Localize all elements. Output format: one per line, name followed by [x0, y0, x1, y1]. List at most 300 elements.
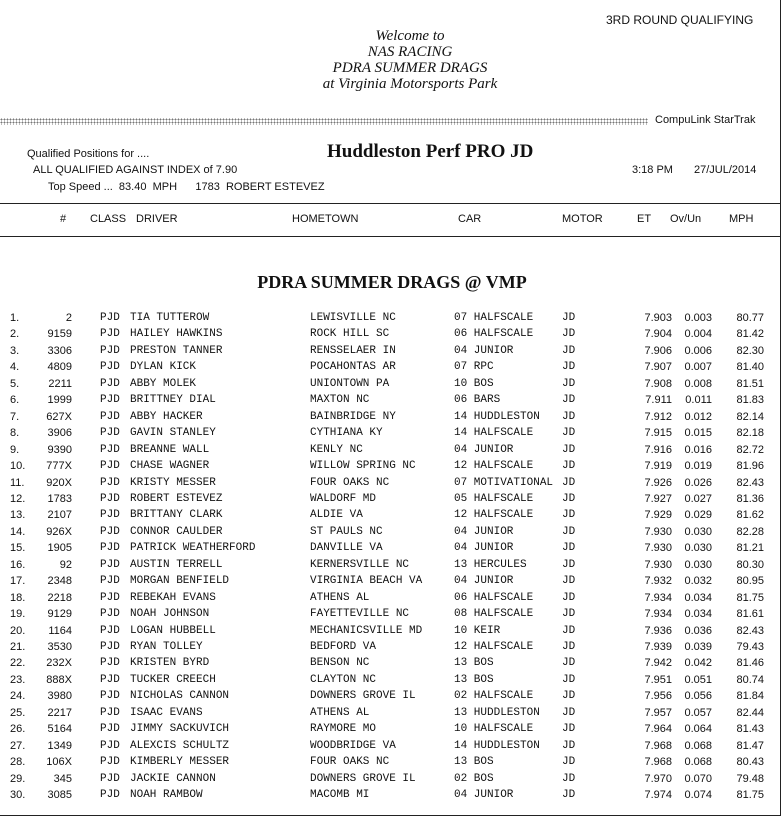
- cell-hometown: RENSSELAER IN: [310, 344, 396, 357]
- cell-ovun: 0.074: [684, 789, 712, 802]
- cell-ovun: 0.057: [684, 706, 712, 719]
- cell-et: 7.930: [644, 525, 672, 538]
- cell-class: PJD: [100, 641, 120, 653]
- cell-position: 15.: [10, 542, 26, 555]
- cell-class: PJD: [100, 427, 120, 440]
- table-row: [0, 460, 784, 476]
- cell-position: 26.: [10, 723, 26, 736]
- cell-car-number: 3980: [47, 690, 72, 703]
- cell-driver: ROBERT ESTEVEZ: [130, 492, 223, 505]
- welcome-line: Welcome to: [375, 28, 445, 44]
- cell-et: 7.930: [644, 558, 672, 571]
- cell-hometown: POCAHONTAS AR: [310, 361, 396, 374]
- cell-car: 06 HALFSCALE: [454, 591, 534, 604]
- cell-ovun: 0.064: [684, 723, 712, 736]
- table-row: [0, 493, 784, 509]
- table-row: [0, 657, 784, 673]
- welcome-line: at Virginia Motorsports Park: [322, 76, 498, 92]
- cell-et: 7.904: [644, 328, 672, 341]
- cell-class: PJD: [100, 723, 120, 736]
- cell-driver: BRITTANY CLARK: [130, 509, 223, 522]
- cell-position: 5.: [10, 377, 20, 390]
- cell-driver: KIMBERLY MESSER: [130, 756, 230, 769]
- table-row: [0, 427, 784, 443]
- table-row: [0, 773, 784, 789]
- cell-hometown: CLAYTON NC: [310, 673, 377, 686]
- cell-position: 20.: [10, 624, 26, 637]
- cell-et: 7.934: [644, 608, 672, 621]
- table-row: [0, 608, 784, 624]
- cell-motor: JD: [562, 427, 576, 440]
- cell-driver: ISAAC EVANS: [130, 706, 203, 719]
- cell-hometown: BAINBRIDGE NY: [310, 410, 396, 423]
- cell-position: 7.: [10, 410, 20, 423]
- cell-mph: 81.21: [736, 542, 764, 555]
- cell-mph: 81.96: [736, 460, 764, 473]
- cell-mph: 80.74: [736, 673, 764, 686]
- cell-driver: KRISTY MESSER: [130, 476, 216, 489]
- welcome-line: NAS RACING: [367, 44, 453, 60]
- cell-car-number: 920X: [46, 476, 72, 489]
- table-row: [0, 641, 784, 657]
- cell-ovun: 0.016: [684, 443, 712, 456]
- cell-car: 07 HALFSCALE: [454, 312, 534, 324]
- cell-mph: 82.28: [736, 525, 764, 538]
- cell-car-number: 9390: [47, 443, 72, 456]
- cell-motor: JD: [562, 706, 576, 719]
- cell-car: 04 JUNIOR: [454, 542, 514, 555]
- cell-car: 05 HALFSCALE: [454, 492, 534, 505]
- cell-mph: 80.43: [736, 756, 764, 769]
- cell-mph: 81.83: [736, 394, 764, 407]
- class-title: Huddleston Perf PRO JD: [327, 141, 534, 162]
- cell-ovun: 0.070: [684, 772, 712, 785]
- cell-position: 11.: [10, 476, 25, 489]
- cell-driver: RYAN TOLLEY: [130, 641, 203, 653]
- cell-hometown: DANVILLE VA: [310, 542, 383, 555]
- cell-driver: DYLAN KICK: [130, 361, 197, 374]
- cell-mph: 82.72: [736, 443, 764, 456]
- cell-class: PJD: [100, 772, 120, 785]
- cell-et: 7.936: [644, 624, 672, 637]
- cell-ovun: 0.027: [684, 492, 712, 505]
- cell-motor: JD: [562, 756, 576, 769]
- cell-hometown: DOWNERS GROVE IL: [310, 772, 416, 785]
- cell-position: 18.: [10, 591, 26, 604]
- cell-class: PJD: [100, 789, 120, 802]
- cell-hometown: KERNERSVILLE NC: [310, 558, 410, 571]
- cell-mph: 81.36: [736, 492, 764, 505]
- col-ovun: Ov/Un: [670, 213, 702, 225]
- cell-motor: JD: [562, 476, 576, 489]
- cell-mph: 81.62: [736, 509, 764, 522]
- cell-class: PJD: [100, 558, 120, 571]
- cell-et: 7.915: [644, 427, 672, 440]
- cell-position: 1.: [10, 312, 20, 324]
- cell-hometown: ROCK HILL SC: [310, 328, 390, 341]
- cell-et: 7.974: [644, 789, 672, 802]
- cell-hometown: ALDIE VA: [310, 509, 363, 522]
- cell-ovun: 0.011: [685, 394, 712, 407]
- cell-driver: CONNOR CAULDER: [130, 525, 223, 538]
- table-row: [0, 444, 784, 460]
- table-row: [0, 723, 784, 739]
- cell-et: 7.968: [644, 739, 672, 752]
- cell-class: PJD: [100, 525, 120, 538]
- col-num: #: [60, 213, 67, 225]
- cell-motor: JD: [562, 542, 576, 555]
- cell-ovun: 0.006: [684, 344, 712, 357]
- cell-hometown: MAXTON NC: [310, 394, 370, 407]
- cell-car: 13 HUDDLESTON: [454, 706, 540, 719]
- event-title: PDRA SUMMER DRAGS @ VMP: [257, 272, 527, 292]
- cell-class: PJD: [100, 344, 120, 357]
- cell-hometown: DOWNERS GROVE IL: [310, 690, 416, 703]
- cell-car-number: 1164: [48, 624, 72, 637]
- cell-car-number: 345: [53, 772, 72, 785]
- cell-car: 14 HALFSCALE: [454, 427, 534, 440]
- cell-car: 13 BOS: [454, 673, 494, 686]
- cell-car-number: 232X: [46, 657, 72, 670]
- cell-driver: NICHOLAS CANNON: [130, 690, 230, 703]
- table-row: [0, 477, 784, 493]
- cell-driver: TUCKER CREECH: [130, 673, 216, 686]
- cell-motor: JD: [562, 344, 576, 357]
- cell-mph: 82.30: [736, 344, 764, 357]
- cell-position: 14.: [10, 525, 26, 538]
- cell-hometown: CYTHIANA KY: [310, 427, 383, 440]
- cell-car: 04 JUNIOR: [454, 789, 514, 802]
- cell-position: 28.: [10, 756, 26, 769]
- cell-hometown: LEWISVILLE NC: [310, 312, 396, 324]
- cell-ovun: 0.026: [684, 476, 712, 489]
- cell-position: 27.: [10, 739, 26, 752]
- cell-hometown: BENSON NC: [310, 657, 370, 670]
- cell-hometown: BEDFORD VA: [310, 641, 377, 653]
- cell-car: 06 BARS: [454, 394, 501, 407]
- cell-et: 7.929: [644, 509, 672, 522]
- cell-mph: 81.40: [736, 361, 764, 374]
- cell-mph: 82.14: [736, 410, 764, 423]
- cell-ovun: 0.051: [684, 673, 712, 686]
- cell-ovun: 0.012: [684, 410, 712, 423]
- cell-car: 04 JUNIOR: [454, 525, 514, 538]
- table-row: [0, 559, 784, 575]
- cell-driver: PATRICK WEATHERFORD: [130, 542, 256, 555]
- cell-et: 7.951: [644, 673, 672, 686]
- cell-et: 7.911: [645, 394, 672, 407]
- cell-et: 7.968: [644, 756, 672, 769]
- cell-car-number: 9129: [47, 608, 72, 621]
- cell-ovun: 0.068: [684, 756, 712, 769]
- cell-motor: JD: [562, 673, 576, 686]
- cell-motor: JD: [562, 641, 576, 653]
- brand-label: CompuLink StarTrak: [655, 114, 756, 126]
- cell-car-number: 4809: [47, 361, 72, 374]
- cell-position: 12.: [10, 492, 26, 505]
- cell-car: 02 HALFSCALE: [454, 690, 534, 703]
- cell-class: PJD: [100, 328, 120, 341]
- cell-position: 13.: [10, 509, 26, 522]
- cell-mph: 80.77: [736, 312, 764, 324]
- cell-hometown: RAYMORE MO: [310, 723, 377, 736]
- cell-hometown: FAYETTEVILLE NC: [310, 608, 410, 621]
- cell-mph: 81.84: [736, 690, 764, 703]
- table-row: [0, 690, 784, 706]
- table-row: [0, 345, 784, 361]
- cell-driver: TIA TUTTEROW: [130, 312, 210, 324]
- header-rule-bottom: [0, 236, 781, 237]
- table-row: [0, 756, 784, 772]
- table-row: [0, 312, 784, 328]
- cell-car: 14 HUDDLESTON: [454, 410, 540, 423]
- cell-mph: 80.95: [736, 575, 764, 588]
- cell-position: 24.: [10, 690, 26, 703]
- cell-driver: KRISTEN BYRD: [130, 657, 210, 670]
- cell-class: PJD: [100, 312, 120, 324]
- cell-motor: JD: [562, 525, 576, 538]
- cell-car-number: 3906: [47, 427, 72, 440]
- table-row: [0, 789, 784, 805]
- cell-car: 13 BOS: [454, 756, 494, 769]
- cell-car: 06 HALFSCALE: [454, 328, 534, 341]
- cell-motor: JD: [562, 624, 576, 637]
- cell-driver: BRITTNEY DIAL: [130, 394, 216, 407]
- cell-class: PJD: [100, 410, 120, 423]
- cell-driver: NOAH RAMBOW: [130, 789, 203, 802]
- col-mph: MPH: [729, 213, 754, 225]
- cell-hometown: VIRGINIA BEACH VA: [310, 575, 423, 588]
- cell-position: 8.: [10, 427, 20, 440]
- cell-mph: 82.44: [736, 706, 764, 719]
- cell-mph: 82.43: [736, 624, 764, 637]
- cell-class: PJD: [100, 361, 120, 374]
- table-row: [0, 394, 784, 410]
- col-hometown: HOMETOWN: [292, 213, 359, 225]
- cell-motor: JD: [562, 509, 576, 522]
- cell-car-number: 627X: [46, 410, 72, 423]
- cell-car-number: 106X: [46, 756, 72, 769]
- cell-position: 19.: [10, 608, 26, 621]
- table-row: [0, 378, 784, 394]
- cell-motor: JD: [562, 558, 576, 571]
- cell-car-number: 5164: [47, 723, 72, 736]
- table-row: [0, 328, 784, 344]
- cell-car: 13 HERCULES: [454, 558, 527, 571]
- cell-ovun: 0.030: [684, 558, 712, 571]
- table-row: [0, 526, 784, 542]
- cell-hometown: WILLOW SPRING NC: [310, 460, 416, 473]
- cell-driver: LOGAN HUBBELL: [130, 624, 216, 637]
- cell-car-number: 3306: [47, 344, 72, 357]
- cell-ovun: 0.007: [684, 361, 712, 374]
- cell-mph: 79.43: [736, 641, 764, 653]
- cell-ovun: 0.029: [684, 509, 712, 522]
- cell-mph: 81.61: [736, 608, 764, 621]
- cell-car-number: 2211: [48, 377, 72, 390]
- cell-class: PJD: [100, 706, 120, 719]
- top-speed-line: Top Speed ... 83.40 MPH 1783 ROBERT ESTEVEZ: [48, 181, 325, 193]
- cell-driver: ABBY HACKER: [130, 410, 203, 423]
- cell-car-number: 92: [59, 558, 72, 571]
- cell-ovun: 0.034: [684, 608, 712, 621]
- table-row: [0, 740, 784, 756]
- cell-motor: JD: [562, 772, 576, 785]
- col-et: ET: [637, 213, 652, 225]
- cell-driver: JACKIE CANNON: [130, 772, 216, 785]
- cell-ovun: 0.039: [684, 641, 712, 653]
- cell-et: 7.916: [644, 443, 672, 456]
- cell-position: 22.: [10, 657, 26, 670]
- cell-class: PJD: [100, 509, 120, 522]
- cell-car-number: 1783: [47, 492, 72, 505]
- cell-et: 7.964: [644, 723, 672, 736]
- cell-car-number: 3085: [47, 789, 72, 802]
- cell-class: PJD: [100, 443, 120, 456]
- cell-hometown: ATHENS AL: [310, 706, 370, 719]
- report-date: 27/JUL/2014: [694, 164, 757, 176]
- cell-class: PJD: [100, 476, 120, 489]
- report-time: 3:18 PM: [632, 164, 673, 176]
- cell-position: 2.: [10, 328, 20, 341]
- cell-ovun: 0.056: [684, 690, 712, 703]
- cell-driver: GAVIN STANLEY: [130, 427, 216, 440]
- cell-car: 12 HALFSCALE: [454, 509, 534, 522]
- cell-et: 7.912: [644, 410, 672, 423]
- cell-motor: JD: [562, 591, 576, 604]
- cell-ovun: 0.068: [684, 739, 712, 752]
- cell-car-number: 2: [65, 312, 72, 324]
- cell-ovun: 0.015: [684, 427, 712, 440]
- table-row: [0, 592, 784, 608]
- cell-mph: 80.30: [736, 558, 764, 571]
- cell-car: 04 JUNIOR: [454, 575, 514, 588]
- cell-et: 7.942: [644, 657, 672, 670]
- cell-mph: 82.43: [736, 476, 764, 489]
- cell-ovun: 0.008: [684, 377, 712, 390]
- cell-class: PJD: [100, 657, 120, 670]
- cell-position: 3.: [10, 344, 20, 357]
- cell-driver: HAILEY HAWKINS: [130, 328, 223, 341]
- cell-ovun: 0.042: [684, 657, 712, 670]
- cell-motor: JD: [562, 657, 576, 670]
- cell-position: 16.: [10, 558, 26, 571]
- cell-mph: 81.43: [736, 723, 764, 736]
- cell-car-number: 777X: [46, 460, 72, 473]
- cell-driver: BREANNE WALL: [130, 443, 210, 456]
- cell-hometown: MACOMB MI: [310, 789, 370, 802]
- header-rule-top: [0, 203, 781, 204]
- cell-ovun: 0.036: [684, 624, 712, 637]
- cell-hometown: ST PAULS NC: [310, 525, 383, 538]
- table-row: [0, 542, 784, 558]
- cell-et: 7.970: [644, 772, 672, 785]
- cell-driver: AUSTIN TERRELL: [130, 558, 223, 571]
- cell-position: 21.: [10, 641, 26, 653]
- cell-position: 25.: [10, 706, 26, 719]
- cell-car-number: 1999: [47, 394, 72, 407]
- cell-motor: JD: [562, 690, 576, 703]
- cell-ovun: 0.030: [684, 525, 712, 538]
- cell-class: PJD: [100, 460, 120, 473]
- cell-et: 7.903: [644, 312, 672, 324]
- cell-class: PJD: [100, 624, 120, 637]
- cell-hometown: UNIONTOWN PA: [310, 377, 390, 390]
- cell-motor: JD: [562, 328, 576, 341]
- cell-position: 6.: [10, 394, 20, 407]
- cell-et: 7.956: [644, 690, 672, 703]
- cell-class: PJD: [100, 608, 120, 621]
- cell-car: 02 BOS: [454, 772, 494, 785]
- cell-et: 7.907: [644, 361, 672, 374]
- cell-class: PJD: [100, 756, 120, 769]
- cell-et: 7.932: [644, 575, 672, 588]
- cell-car: 13 BOS: [454, 657, 494, 670]
- index-line: ALL QUALIFIED AGAINST INDEX of 7.90: [33, 164, 238, 176]
- cell-car-number: 2348: [47, 575, 72, 588]
- cell-motor: JD: [562, 739, 576, 752]
- cell-car-number: 1349: [47, 739, 72, 752]
- cell-car: 10 KEIR: [454, 624, 501, 637]
- cell-driver: ALEXCIS SCHULTZ: [130, 739, 230, 752]
- cell-class: PJD: [100, 492, 120, 505]
- cell-et: 7.939: [644, 641, 672, 653]
- cell-class: PJD: [100, 591, 120, 604]
- cell-driver: MORGAN BENFIELD: [130, 575, 230, 588]
- cell-et: 7.919: [644, 460, 672, 473]
- cell-hometown: FOUR OAKS NC: [310, 756, 390, 769]
- table-row: [0, 707, 784, 723]
- cell-hometown: FOUR OAKS NC: [310, 476, 390, 489]
- cell-et: 7.906: [644, 344, 672, 357]
- cell-car-number: 1905: [47, 542, 72, 555]
- cell-position: 9.: [10, 443, 20, 456]
- cell-ovun: 0.004: [684, 328, 712, 341]
- table-row: [0, 509, 784, 525]
- cell-hometown: MECHANICSVILLE MD: [310, 624, 423, 637]
- cell-mph: 81.47: [736, 739, 764, 752]
- cell-car: 04 JUNIOR: [454, 443, 514, 456]
- cell-car: 10 HALFSCALE: [454, 723, 534, 736]
- cell-class: PJD: [100, 575, 120, 588]
- cell-car: 12 HALFSCALE: [454, 641, 534, 653]
- cell-et: 7.927: [644, 492, 672, 505]
- col-car: CAR: [458, 213, 482, 225]
- cell-et: 7.957: [644, 706, 672, 719]
- table-row: [0, 625, 784, 641]
- cell-driver: ABBY MOLEK: [130, 377, 197, 390]
- cell-driver: JIMMY SACKUVICH: [130, 723, 230, 736]
- cell-class: PJD: [100, 542, 120, 555]
- cell-hometown: WALDORF MD: [310, 492, 377, 505]
- cell-driver: PRESTON TANNER: [130, 344, 223, 357]
- cell-mph: 81.42: [736, 328, 764, 341]
- col-motor: MOTOR: [562, 213, 603, 225]
- cell-et: 7.908: [644, 377, 672, 390]
- welcome-line: PDRA SUMMER DRAGS: [332, 60, 488, 76]
- cell-car: 12 HALFSCALE: [454, 460, 534, 473]
- cell-motor: JD: [562, 394, 576, 407]
- cell-car-number: 3530: [47, 641, 72, 653]
- cell-mph: 81.46: [736, 657, 764, 670]
- cell-car: 04 JUNIOR: [454, 344, 514, 357]
- cell-motor: JD: [562, 492, 576, 505]
- cell-car-number: 926X: [46, 525, 72, 538]
- cell-car: 14 HUDDLESTON: [454, 739, 540, 752]
- cell-car-number: 2107: [47, 509, 72, 522]
- cell-class: PJD: [100, 673, 120, 686]
- cell-position: 23.: [10, 673, 26, 686]
